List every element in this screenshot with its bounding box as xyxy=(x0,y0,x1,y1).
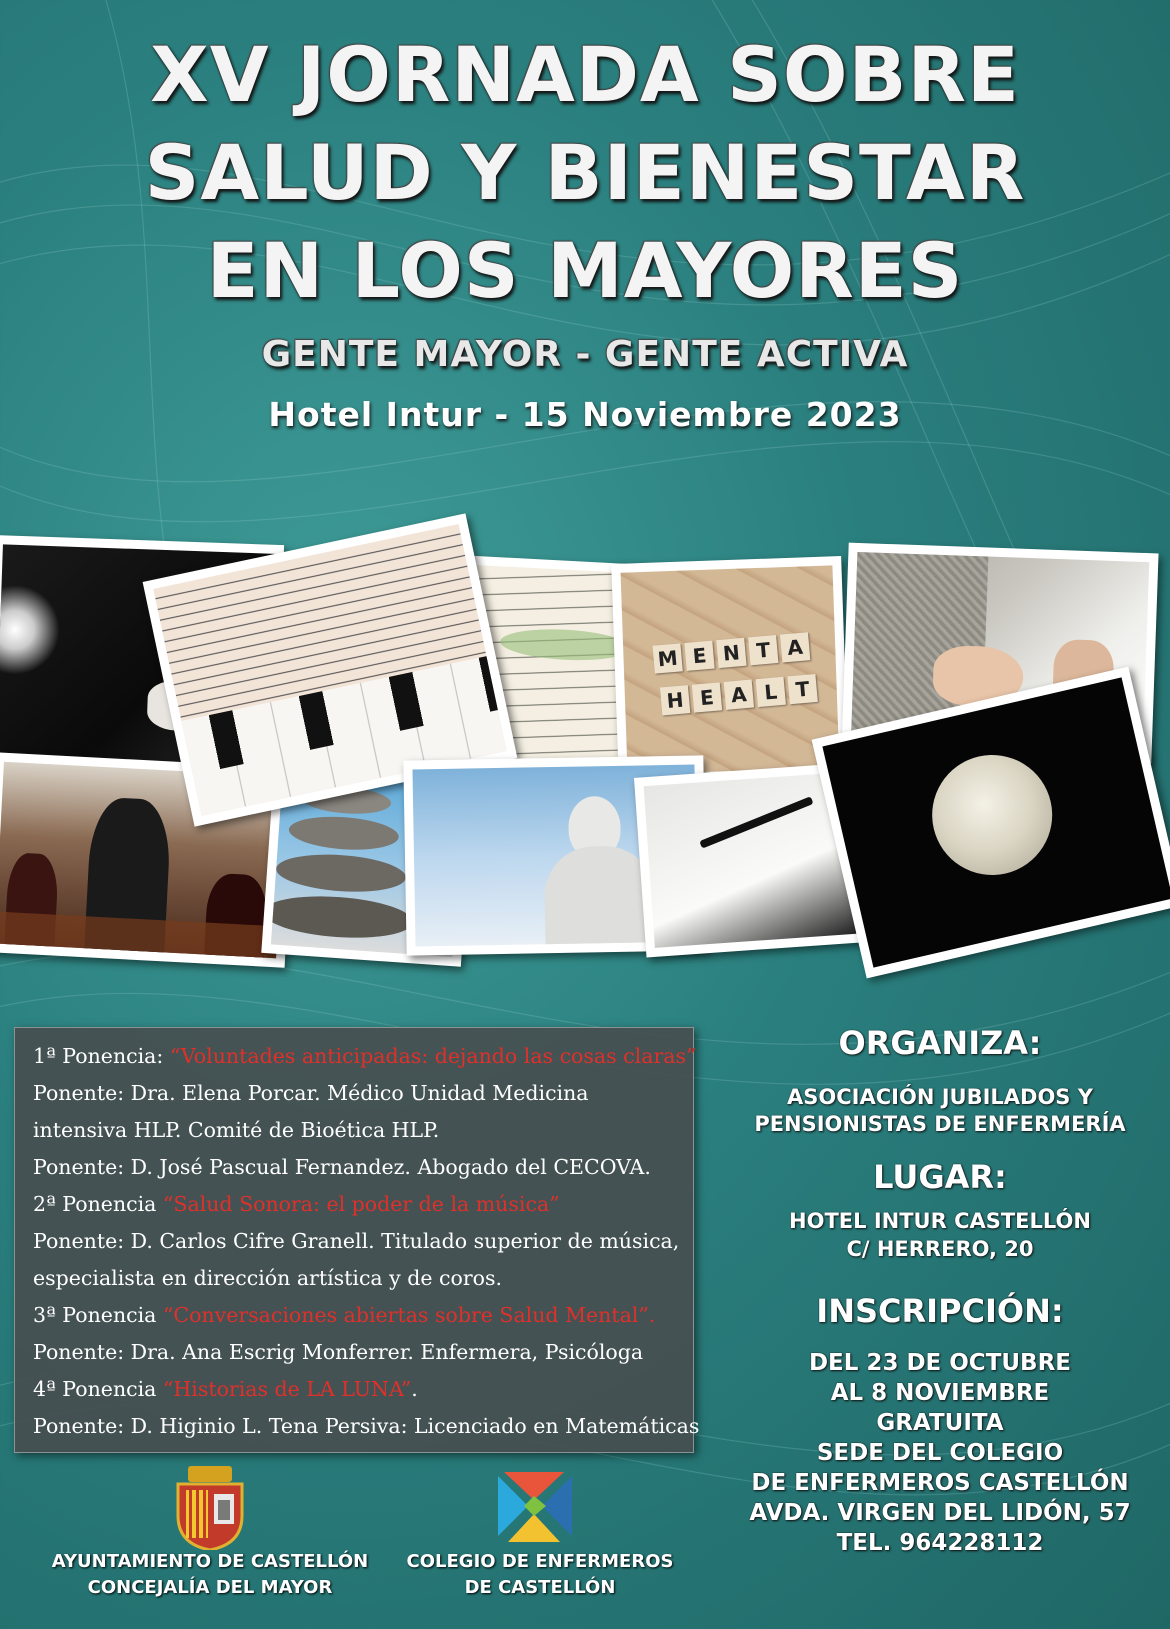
talk-title-1: “Voluntades anticipadas: dejando las cosas claras” xyxy=(169,1044,697,1068)
colegio-enfermeros-logo-icon xyxy=(494,1470,576,1542)
talk-title-3: “Conversaciones abiertas sobre Salud Mental”. xyxy=(162,1303,656,1327)
lugar-heading: LUGAR: xyxy=(873,1158,1007,1196)
program-box xyxy=(14,1027,700,1453)
title-line-1: XV JORNADA SOBRE xyxy=(150,30,1020,119)
inscripcion-line-5: DE ENFERMEROS CASTELLÓN xyxy=(751,1470,1129,1496)
castellon-coat-of-arms-icon xyxy=(170,1466,250,1550)
inscripcion-heading: INSCRIPCIÓN: xyxy=(816,1292,1064,1330)
tile-e2: E xyxy=(692,682,722,712)
tile-h: H xyxy=(660,685,690,715)
organiza-line-2: PENSIONISTAS DE ENFERMERÍA xyxy=(754,1112,1126,1136)
inscripcion-line-3: GRATUITA xyxy=(876,1410,1004,1436)
inscripcion-line-2: AL 8 NOVIEMBRE xyxy=(830,1380,1050,1406)
tile-l: L xyxy=(756,677,786,707)
program-line-7: especialista en dirección artística y de coros. xyxy=(33,1266,503,1290)
talk-title-4: “Historias de LA LUNA” xyxy=(162,1377,412,1401)
inscripcion-line-1: DEL 23 DE OCTUBRE xyxy=(808,1350,1072,1376)
title-line-3: EN LOS MAYORES xyxy=(206,226,964,315)
program-line-11: Ponente: D. Higinio L. Tena Persiva: Licenciado en Matemáticas xyxy=(33,1414,700,1438)
organiza-heading: ORGANIZA: xyxy=(838,1024,1042,1062)
ayuntamiento-label-2: CONCEJALÍA DEL MAYOR xyxy=(87,1577,333,1598)
tile-m: M xyxy=(652,643,682,673)
event-date-location: Hotel Intur - 15 Noviembre 2023 xyxy=(268,395,902,434)
program-line-9: Ponente: Dra. Ana Escrig Monferrer. Enfermera, Psicóloga xyxy=(33,1340,644,1364)
program-line-6: Ponente: D. Carlos Cifre Granell. Titulado superior de música, xyxy=(33,1229,680,1253)
inscripcion-line-6: AVDA. VIRGEN DEL LIDÓN, 57 xyxy=(749,1500,1131,1526)
lugar-line-1: HOTEL INTUR CASTELLÓN xyxy=(789,1209,1091,1233)
tile-a: A xyxy=(780,632,810,662)
subtitle: GENTE MAYOR - GENTE ACTIVA xyxy=(261,334,909,375)
program-line-5: 2ª Ponencia “Salud Sonora: el poder de la música” xyxy=(33,1192,560,1216)
inscripcion-phone: TEL. 964228112 xyxy=(836,1530,1044,1556)
program-line-2: Ponente: Dra. Elena Porcar. Médico Unidad Medicina xyxy=(33,1081,589,1105)
tile-t2: T xyxy=(787,674,817,704)
tile-a2: A xyxy=(724,680,754,710)
lugar-line-2: C/ HERRERO, 20 xyxy=(846,1237,1034,1261)
title-line-2: SALUD Y BIENESTAR xyxy=(144,128,1026,217)
ayuntamiento-label-1: AYUNTAMIENTO DE CASTELLÓN xyxy=(51,1551,369,1572)
organiza-line-1: ASOCIACIÓN JUBILADOS Y xyxy=(787,1085,1093,1109)
tile-t: T xyxy=(748,635,778,665)
tile-e: E xyxy=(684,641,714,671)
colegio-label-1: COLEGIO DE ENFERMEROS xyxy=(406,1551,674,1572)
colegio-label-2: DE CASTELLÓN xyxy=(464,1577,616,1598)
talk-title-2: “Salud Sonora: el poder de la música” xyxy=(162,1192,560,1216)
program-line-10: 4ª Ponencia “Historias de LA LUNA”. xyxy=(33,1377,418,1401)
tile-n: N xyxy=(716,638,746,668)
program-line-4: Ponente: D. José Pascual Fernandez. Abogado del CECOVA. xyxy=(33,1155,651,1179)
program-line-8: 3ª Ponencia “Conversaciones abiertas sobre Salud Mental”. xyxy=(33,1303,656,1327)
program-line-3: intensiva HLP. Comité de Bioética HLP. xyxy=(33,1118,440,1142)
inscripcion-line-4: SEDE DEL COLEGIO xyxy=(816,1440,1064,1466)
program-line-1: 1ª Ponencia: “Voluntades anticipadas: dejando las cosas claras” xyxy=(33,1044,697,1068)
